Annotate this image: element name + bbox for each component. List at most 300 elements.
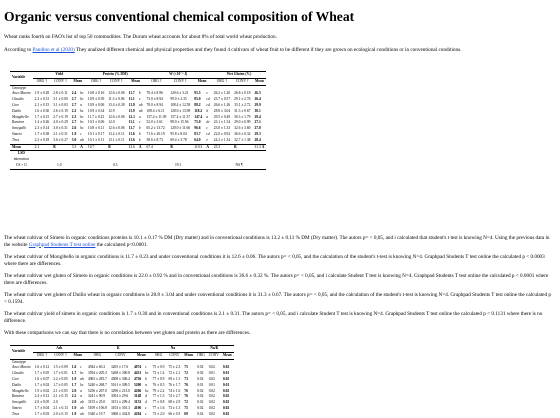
table1-cell: bc bbox=[80, 120, 84, 125]
table1-cell: b bbox=[138, 137, 141, 142]
table1-cell: 10.1 ± 0.11 bbox=[87, 137, 105, 142]
table2-cell: 0.02 bbox=[222, 388, 230, 393]
table2-row bbox=[10, 406, 234, 412]
table2-cell: 0.02 bbox=[208, 394, 215, 399]
table1-body bbox=[10, 91, 266, 144]
table2-cell: 0.02 bbox=[222, 405, 230, 410]
pandino-link[interactable]: Pandino et al (2020) bbox=[32, 47, 75, 53]
table2-cell: 1.7 ± 0.04 bbox=[34, 405, 50, 410]
table1-cell: 10.9 ± 0.34 bbox=[87, 108, 105, 113]
table2-cell: 0.02 bbox=[197, 388, 204, 393]
table1-cell: 2.1 ± 0.15 bbox=[34, 102, 50, 107]
table2-cell: 76 ± 0.5 bbox=[152, 382, 165, 387]
table1-group-yield: Yield bbox=[33, 72, 86, 79]
table1-cell: 2.1 ± 0.31 bbox=[53, 131, 68, 136]
table1-mean-cell: B bbox=[232, 144, 252, 151]
table1-cell: b bbox=[206, 108, 209, 113]
table1-mean-cell: B bbox=[106, 144, 126, 151]
table1-cell: 70.4 ± 8.96 bbox=[146, 91, 163, 96]
table1-mean-cell bbox=[252, 144, 266, 151]
table2-cell: 0.01 bbox=[222, 382, 230, 387]
graphpad-link[interactable]: Graphpad Students T test online bbox=[28, 241, 96, 248]
table2-cell: 3205 ± 17.6 bbox=[110, 365, 129, 370]
table2-genotype-label: Genotype bbox=[12, 359, 26, 364]
table2-cell: bc bbox=[145, 371, 149, 376]
table1-csg-row bbox=[10, 163, 266, 169]
table1-sub-mean: Mean bbox=[127, 78, 145, 85]
table2-group-k: K bbox=[86, 346, 151, 353]
table1-sub-mean: Mean bbox=[192, 78, 212, 85]
table2-cell: 5161 ± 309.5 bbox=[110, 382, 130, 387]
table1-cell: cd bbox=[206, 97, 210, 102]
table2-cell: 0.01 bbox=[222, 371, 230, 376]
table1-cell: 2.7 bbox=[71, 97, 77, 102]
table1-cell: 108.4 ± 12.58 bbox=[170, 102, 191, 107]
table2-cell: 5240 ± 268.7 bbox=[87, 382, 107, 387]
table1-cell: 32.6 ± 3.60 bbox=[234, 126, 251, 131]
table2-genotype-name: Claudio bbox=[12, 371, 24, 376]
table1-subheader-row bbox=[10, 78, 266, 85]
table1-mean-cell: 67.4 bbox=[145, 144, 169, 151]
table2-cell: 0.02 bbox=[208, 376, 215, 381]
table2-cell: 4431 bbox=[133, 371, 142, 376]
table1-cell: 24.2 ± 1.34 bbox=[213, 137, 231, 142]
table1-cell: 10.8 ± 0.11 bbox=[87, 126, 105, 131]
table1-row bbox=[10, 103, 266, 109]
table2-cell: 1.5 ± 0.09 bbox=[53, 365, 68, 370]
table2-cell: 72 ± 2.1 bbox=[168, 371, 181, 376]
table2-cell: 3241 ± 90.9 bbox=[87, 394, 106, 399]
table2-cell: bc bbox=[80, 371, 84, 376]
table1-lsd-yield: 1.0 bbox=[33, 163, 86, 169]
table2-sub-org: ORG † bbox=[33, 352, 52, 359]
table1-genotype-name: Simeto bbox=[12, 131, 22, 136]
table1-cell: 64.0 bbox=[194, 137, 201, 142]
table2-cell: 0.02 bbox=[208, 365, 215, 370]
table1-cell: 3.0 bbox=[71, 137, 77, 142]
table1-cell: 29.4 bbox=[254, 114, 261, 119]
table1-cell: 12.6 ± 0.06 bbox=[108, 91, 125, 96]
table2-cell: 3151 ± 209.4 bbox=[110, 400, 130, 405]
table2-cell: 1.6 bbox=[71, 365, 77, 370]
table1-cell: 137.4 ± 11.39 bbox=[146, 114, 167, 119]
table1-cell: 120.0 ± 11.66 bbox=[170, 126, 191, 131]
table2-cell: 3152 bbox=[133, 400, 142, 405]
table2-cell: 3068 ± 434.8 bbox=[110, 411, 130, 416]
table2-cell: 77 ± 1.6 bbox=[152, 405, 165, 410]
table1-row bbox=[10, 132, 266, 138]
table2-group-ash: Ash bbox=[33, 346, 86, 353]
table1-cell: 2.6 bbox=[71, 126, 77, 131]
table1-genotype-name: Ramirez bbox=[12, 120, 24, 125]
table2-cell: 2.0 bbox=[71, 400, 77, 405]
table1-cell: 1.6 ± 0.30 bbox=[34, 108, 50, 113]
table2-cell: 0.02 bbox=[222, 376, 230, 381]
table1-cell: cd bbox=[206, 102, 210, 107]
table1-mean-value: 31.3 bbox=[254, 144, 261, 149]
table1-cell: 29.1 ± 2.76 bbox=[234, 97, 251, 102]
table1-cell: 85.0 bbox=[194, 97, 201, 102]
table1-cell: 26.5 bbox=[254, 91, 261, 96]
table1-genotype-name: Mongibello bbox=[12, 114, 29, 119]
table2-cell: 2.0 ± 0.15 bbox=[53, 411, 68, 416]
table1-cell: 36.6 ± 0.32 bbox=[234, 131, 251, 136]
table2-cell: 69 bbox=[184, 411, 188, 416]
table1-cell: 73.0 ± 8.94 bbox=[146, 97, 163, 102]
table2-cell: 4074 bbox=[133, 365, 142, 370]
table1-cell: 10.9 ± 0.06 bbox=[87, 102, 105, 107]
table1-variable-header: Variable bbox=[10, 72, 33, 86]
table1-mean-cell: B bbox=[168, 144, 192, 151]
table1-cell: 120.6 ± 3.21 bbox=[170, 91, 189, 96]
table2-cell: 72 bbox=[184, 400, 188, 405]
table1-group-w: W (×10⁻⁴ J) bbox=[145, 72, 212, 79]
table1-group-protein: Protein (% DM) bbox=[86, 72, 145, 79]
table1-cell: 2.3 ± 0.18 bbox=[34, 137, 50, 142]
table1-lsd-label: LSD bbox=[17, 151, 25, 156]
table2-cell: 1.6 ± 0.07 bbox=[34, 376, 50, 381]
table1-cell: 95.5 bbox=[194, 91, 201, 96]
table1-interaction-label: interaction bbox=[13, 157, 30, 162]
table1-mean-cell: 110.3 bbox=[192, 144, 204, 151]
table2-cell: 66 ± 0.5 bbox=[168, 411, 181, 416]
table1-cell: c bbox=[138, 97, 141, 102]
table2-cell: 2.0 bbox=[71, 388, 77, 393]
table1-cell: 26.6 ± 1.26 bbox=[213, 102, 231, 107]
table1-genotype-name: Claudio bbox=[12, 97, 24, 102]
table1-cell: 4.0 ± 0.29 bbox=[53, 120, 68, 125]
table1-cell: 88.2 bbox=[194, 102, 201, 107]
table1-cell: 1.9 ± 0.28 bbox=[34, 91, 50, 96]
table1-mean-label: Mean bbox=[10, 144, 33, 151]
table2-cell: 74 ± 2.7 bbox=[168, 394, 181, 399]
table1-cell: 23.1 ± 1.34 bbox=[213, 120, 231, 125]
table1-cell: c bbox=[80, 131, 82, 136]
table1-cell: c bbox=[138, 120, 141, 125]
table2-sub-mean: Mean bbox=[132, 352, 151, 359]
table1-cell: 2.8 ± 0.11 bbox=[53, 91, 68, 96]
table2-genotype-name: Ramirez bbox=[12, 394, 24, 399]
table2-cell: 0.02 bbox=[208, 405, 215, 410]
table2-group-na: Na bbox=[151, 346, 196, 353]
table2-cell: 0.02 bbox=[197, 405, 204, 410]
table2-cell: 75 ± 2.3 bbox=[168, 365, 181, 370]
table1-cell: 11.6 bbox=[128, 137, 135, 142]
table1-lsd-protein: 0.3 bbox=[86, 163, 145, 169]
table1-cell: 2.3 bbox=[71, 114, 77, 119]
table2-row bbox=[10, 412, 234, 418]
table2-cell: c bbox=[80, 365, 82, 370]
table1-cell: a bbox=[80, 102, 83, 107]
table2-cell: 0.01 bbox=[197, 382, 204, 387]
table1-cell: 10.8 ± 0.16 bbox=[87, 91, 105, 96]
table2-row bbox=[10, 383, 234, 389]
table2-cell: 75 bbox=[184, 365, 188, 370]
table2-variable-header: Variable bbox=[10, 346, 33, 360]
table1-cell: c bbox=[206, 91, 208, 96]
table2-cell: b bbox=[145, 376, 147, 381]
para1-text: The wheat cultivar of Simeto in organic conditions proteins is 10.1 ± 0.17 % DM (Dry matter) and in conventional conditions is 13.2 ± 0.11 % DM (Dry matter). The autors p= < 0,05, and i calculated that student's t test is knowing N=4. Using the previous data in the website bbox=[4, 235, 550, 248]
table1-cell: 75.0 bbox=[194, 120, 201, 125]
paragraph-mongibello-protein: The wheat cultivar of Mongibello in organic conditions is 11.7 ± 0.23 and under conventional conditions it is 12.6 ± 0.06. The autors p= < 0,05, and the calculation of the student's t-test is knowing N=4. Graphpad Students T test online the calculated p < 0.0003 where there are differences. bbox=[4, 254, 545, 267]
table1-cell: 108.4 ± 6.11 bbox=[146, 108, 165, 113]
table1-cell: 98.0 ± 15.56 bbox=[170, 120, 189, 125]
table2-cell: d bbox=[145, 400, 147, 405]
table2-sub-mean: Mean bbox=[70, 352, 86, 359]
table1-cell: 29.9 bbox=[254, 102, 261, 107]
table2-cell: 4266 bbox=[133, 388, 142, 393]
table1-mean-row bbox=[10, 144, 266, 151]
table1-sub-conv: CONV † bbox=[106, 78, 126, 85]
table1-cell: 28.4 bbox=[254, 137, 261, 142]
table2-body bbox=[10, 365, 234, 417]
table1-cell: 26.8 ± 0.18 bbox=[234, 91, 251, 96]
table1-cell: bc bbox=[80, 91, 84, 96]
table1-sub-conv: CONV † bbox=[232, 78, 252, 85]
table1-cell: 26.2 ± 1.20 bbox=[213, 91, 231, 96]
table1-mean-letter: A bbox=[261, 144, 265, 149]
table2-cell: 73 ± 1.3 bbox=[168, 405, 181, 410]
table1-cell: 11.7 bbox=[128, 126, 135, 131]
table2-cell: 0.02 bbox=[197, 376, 204, 381]
table2-cell: ab bbox=[80, 405, 84, 410]
table2-cell: 0.02 bbox=[222, 411, 230, 416]
table1-cell: b bbox=[138, 126, 141, 131]
table2-cell: 68 ± 2.9 bbox=[168, 400, 181, 405]
table2-cell: 0.02 bbox=[197, 411, 204, 416]
table1-genotype-name: Senegallo bbox=[12, 126, 27, 131]
table1-cell: 2.2 bbox=[71, 108, 77, 113]
table1-sub-conv: CONV † bbox=[51, 78, 70, 85]
table1-cell: 31.3 ± 0.67 bbox=[234, 108, 251, 113]
table2-cell: 4944 ± 60.2 bbox=[87, 365, 106, 370]
table2-cell: 5109 ± 106.8 bbox=[87, 405, 107, 410]
table2-cell: 2.2 ± 0.05 bbox=[53, 376, 68, 381]
table1-cell: ab bbox=[138, 108, 143, 113]
table1-cell: 29.5 ± 0.49 bbox=[213, 114, 231, 119]
table2-sub-mean: Mean bbox=[221, 352, 234, 359]
table1-cell: 13.4 ± 0.28 bbox=[108, 102, 125, 107]
table2-sub-conv: CONV † bbox=[51, 352, 70, 359]
table1-mean-cell: A bbox=[78, 144, 86, 151]
table2-cell: 75 bbox=[184, 405, 188, 410]
table2-cell: bc bbox=[80, 382, 84, 387]
table2-genotype-name: Mongibello bbox=[12, 388, 29, 393]
table2-sub-conv: CONV bbox=[109, 352, 132, 359]
table2-cell: d bbox=[145, 394, 147, 399]
table2-cell: 3153 ± 25.0 bbox=[87, 400, 106, 405]
table1-cell: 11.7 ± 0.23 bbox=[87, 114, 105, 119]
table2-cell: 77 ± 0.9 bbox=[152, 376, 165, 381]
table1-cell: 23.0 ± 1.33 bbox=[213, 126, 231, 131]
table1-cell: 27.8 bbox=[254, 126, 261, 131]
table2-cell: 76 ± 1.7 bbox=[168, 382, 181, 387]
table1-sub-conv: CONV † bbox=[168, 78, 192, 85]
table1-cell: 11.3 ± 0.06 bbox=[108, 97, 125, 102]
table1-cell: 23.7 ± 0.57 bbox=[213, 97, 231, 102]
table2-cell: 1.7 ± 0.03 bbox=[34, 411, 50, 416]
table1-cell: 52.0 ± 3.61 bbox=[146, 120, 163, 125]
table1-cell: de bbox=[206, 120, 210, 125]
table1-cell: 22.0 ± 0.92 bbox=[213, 131, 231, 136]
table2-sub-conv: CONV bbox=[166, 352, 182, 359]
table1-mean-cell: 12.6 bbox=[127, 144, 137, 151]
table1-row bbox=[10, 138, 266, 144]
table1-cell: 3.1 ± 0.00 bbox=[53, 97, 68, 102]
table1-cell: 12.6 ± 0.06 bbox=[108, 114, 125, 119]
table1-cell: 71.6 ± 20.19 bbox=[146, 131, 165, 136]
table2-sub-mean: Mean bbox=[182, 352, 195, 359]
table1-cell: 3.0 ± 0.31 bbox=[53, 126, 68, 131]
table2-cell: 0.02 bbox=[208, 388, 215, 393]
table2-cell: 4963 ± 283.7 bbox=[87, 376, 107, 381]
table1-cell: bc bbox=[80, 114, 84, 119]
table1-cell: 1.7 ± 0.38 bbox=[34, 131, 50, 136]
table1-cell: 2.7 bbox=[71, 102, 77, 107]
table2-cell: 3296 ± 213.0 bbox=[110, 388, 130, 393]
table2-cell: 3103 ± 301.3 bbox=[110, 405, 130, 410]
paragraph-simeto-yield: The wheat cultivar yield of simeto in organic conditions is 1.7 ± 0.30 and in conventional conditions is 2.1 ± 0.31. The autors p= < 0,05, and i calculate Student T test is knowing N=4. Graphpad Students T test online the calculated p < 0.1131 where there is no difference. bbox=[4, 311, 543, 324]
table1-cell: 147.4 bbox=[194, 114, 203, 119]
table2-cell: 1.9 bbox=[71, 376, 77, 381]
table2-cell: 1.6 ± 0.12 bbox=[34, 365, 50, 370]
table1-cell: 10.1 ± 0.17 bbox=[87, 131, 105, 136]
table2-cell: 1.9 ± 0.02 bbox=[34, 388, 50, 393]
table2-cell: 1.7 ± 0.05 bbox=[53, 382, 68, 387]
table2-cell: 4204 bbox=[133, 411, 142, 416]
table1-lsd-gluten: NS ¶ bbox=[212, 163, 267, 169]
table1-cell: bc bbox=[80, 126, 84, 131]
table2-cell: 1.9 bbox=[71, 405, 77, 410]
table2-cell: 0.02 bbox=[208, 411, 215, 416]
table1-sub-org: ORG † bbox=[212, 78, 232, 85]
table2-cell: 4508 ± 306.4 bbox=[110, 376, 130, 381]
intro-text-pre: According to bbox=[4, 47, 33, 53]
table1-cell: 32.7 ± 1.38 bbox=[234, 137, 251, 142]
table1-cell: 2.7 bbox=[71, 120, 77, 125]
table2-cell: 0.02 bbox=[208, 400, 215, 405]
table2-cell: 74 ± 1.6 bbox=[168, 388, 181, 393]
table1-cell: 30.3 ± 1.79 bbox=[234, 114, 251, 119]
table2-cell: 2.1 ± 0.15 bbox=[53, 394, 68, 399]
table2-cell: 1.7 ± 0.05 bbox=[34, 371, 50, 376]
table1-sub-mean: Mean bbox=[70, 78, 86, 85]
table2-cell: 76 bbox=[184, 388, 188, 393]
table1-mean-cell: A bbox=[137, 144, 145, 151]
table1-cell: 83.7 bbox=[194, 131, 201, 136]
table1-cell: 1.7 ± 0.15 bbox=[34, 114, 50, 119]
table2-cell: 2.1 ± 0.13 bbox=[53, 405, 68, 410]
table1-mean-cell: B bbox=[51, 144, 70, 151]
table1-cell: 13.2 ± 0.11 bbox=[108, 131, 125, 136]
table2-cell: 76 bbox=[184, 394, 188, 399]
table1-cell: 11.6 bbox=[128, 131, 135, 136]
table2-genotype-name: Senegallo bbox=[12, 400, 27, 405]
paragraph-simeto-protein bbox=[4, 235, 552, 248]
table1-genotype-name: Anco Marzio bbox=[12, 91, 31, 96]
table2-cell: 1.7 ± 0.01 bbox=[53, 371, 68, 376]
table2-genotype-name: Tirex bbox=[12, 411, 20, 416]
table2-cell: 2.1 ± 0.05 bbox=[53, 388, 68, 393]
table2-sub-org: ORG bbox=[195, 352, 207, 359]
table1-cell: cd bbox=[206, 131, 210, 136]
table1-cell: 3.1 ± 0.03 bbox=[53, 102, 68, 107]
table1-sub-org: ORG † bbox=[86, 78, 106, 85]
table-quality bbox=[10, 71, 266, 170]
table2-row bbox=[10, 377, 234, 383]
table2-cell: 76 bbox=[184, 382, 188, 387]
table2-cell: 1.7 bbox=[71, 382, 77, 387]
table2-cell: 3054 ± 29.6 bbox=[110, 394, 129, 399]
table1-genotype-label: Genotype bbox=[12, 85, 26, 90]
table1-cell: 29.0 ± 0.99 bbox=[234, 120, 251, 125]
table1-cell: 78.0 ± 8.94 bbox=[146, 102, 163, 107]
table1-genotype-name: Duilio bbox=[12, 108, 22, 113]
table1-cell: 11.9 bbox=[128, 102, 135, 107]
table1-cell: b bbox=[138, 131, 141, 136]
table1-cell: b bbox=[138, 91, 141, 96]
table1-cell: 12.1 bbox=[128, 114, 135, 119]
table2-cell: 3148 bbox=[133, 394, 142, 399]
table1-cell: 118.2 bbox=[194, 108, 203, 113]
table2-cell: a bbox=[80, 388, 83, 393]
table1-cell: 1.4 ± 0.26 bbox=[34, 120, 50, 125]
table1-cell: 1.9 bbox=[71, 131, 77, 136]
table2-cell: c bbox=[145, 365, 147, 370]
table2-cell: 0.02 bbox=[222, 365, 230, 370]
table2-cell: 0.02 bbox=[197, 400, 204, 405]
table2-cell: 72 bbox=[184, 371, 188, 376]
table2-cell: 73 ± 1.4 bbox=[152, 371, 165, 376]
table1-cell: 99.0 ± 2.35 bbox=[170, 97, 187, 102]
table2-cell: ab bbox=[80, 411, 84, 416]
table1-cell: 11.1 bbox=[128, 120, 135, 125]
table2-cell: 0.02 bbox=[197, 371, 204, 376]
table1-cell: c bbox=[206, 126, 208, 131]
table1-mean-cell: 25.3 bbox=[212, 144, 232, 151]
table2-cell: 0.02 bbox=[197, 365, 204, 370]
table1-cell: 26.4 bbox=[254, 97, 261, 102]
table1-csg-label: CS × G bbox=[10, 163, 33, 169]
table1-cell: bc bbox=[80, 108, 84, 113]
table2-cell: 0.02 bbox=[222, 400, 230, 405]
table1-cell: 2.6 ± 0.19 bbox=[53, 108, 68, 113]
table1-cell: 10.9 ± 0.39 bbox=[87, 97, 105, 102]
table2-cell: 0.01 bbox=[208, 382, 215, 387]
table2-cell: 5200 bbox=[133, 382, 142, 387]
table2-cell: 4106 bbox=[133, 405, 142, 410]
intro-text-post: They analized different chemical and physical properties and they found 4 cultivars of wheat fruit to be different if they are grown on ecological conditions or in conventional conditions. bbox=[74, 47, 462, 53]
table2-sub-conv: CONV bbox=[207, 352, 221, 359]
table2-sub-org: ORG bbox=[86, 352, 109, 359]
table1-mean-cell: A bbox=[204, 144, 211, 151]
table1-lsd-w: 19.1 bbox=[145, 163, 212, 169]
table1-cell: 69.4 ± 3.78 bbox=[170, 137, 187, 142]
table1-cell: 58.6 ± 8.73 bbox=[146, 137, 163, 142]
table2-genotype-name: Duilio bbox=[12, 382, 22, 387]
table1-cell: 30.1 bbox=[254, 108, 261, 113]
table2-genotype-name: Simeto bbox=[12, 405, 22, 410]
para1-post: the calculated p<0.0001. bbox=[95, 241, 148, 248]
table2-cell: 77 ± 1.3 bbox=[152, 394, 165, 399]
table2-group-nak: Na/K bbox=[195, 346, 234, 353]
table1-cell: 128.0 ± 13.98 bbox=[170, 108, 191, 113]
page-title: Organic versus conventional chemical composition of Wheat bbox=[4, 9, 355, 24]
table1-cell: 10.3 ± 0.06 bbox=[87, 120, 105, 125]
table1-mean-cell: 2.1 bbox=[33, 144, 52, 151]
table2-subheader-row bbox=[10, 352, 234, 359]
table-minerals bbox=[10, 345, 234, 418]
